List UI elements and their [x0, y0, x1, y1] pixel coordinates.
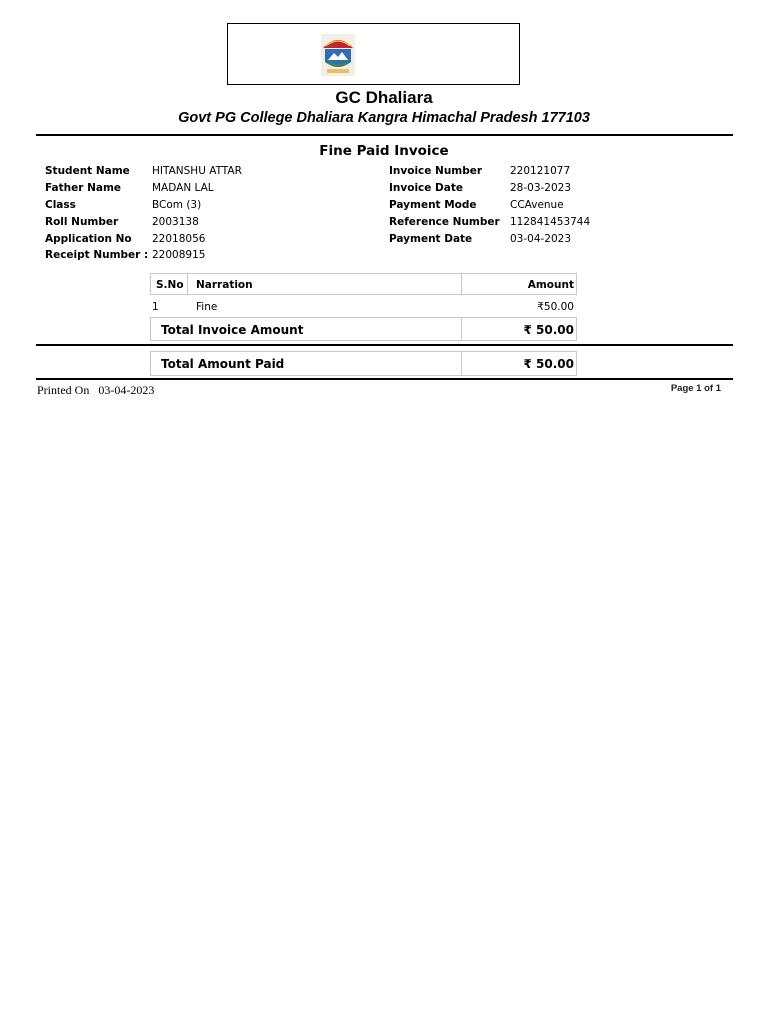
total-paid-value: ₹ 50.00 — [523, 357, 574, 371]
total-paid-row — [150, 351, 577, 376]
header-amount: Amount — [527, 279, 574, 291]
roll-number-value: 2003138 — [152, 216, 199, 228]
college-logo-icon — [321, 34, 355, 76]
invoice-date-label: Invoice Date — [389, 182, 463, 194]
father-name-value: MADAN LAL — [152, 182, 214, 194]
divider-middle — [36, 344, 733, 346]
payment-mode-value: CCAvenue — [510, 199, 564, 211]
column-divider — [461, 352, 462, 375]
father-name-label: Father Name — [45, 182, 122, 194]
row-amount: ₹50.00 — [537, 301, 574, 313]
payment-mode-label: Payment Mode — [389, 199, 477, 211]
college-address: Govt PG College Dhaliara Kangra Himachal Pradesh 177103 — [178, 110, 590, 126]
reference-number-label: Reference Number — [389, 216, 500, 228]
row-sno: 1 — [152, 301, 159, 313]
receipt-number-value: 22008915 — [152, 249, 206, 261]
total-invoice-label: Total Invoice Amount — [161, 323, 304, 337]
total-paid-label: Total Amount Paid — [161, 357, 285, 371]
invoice-title: Fine Paid Invoice — [319, 143, 449, 159]
student-name-label: Student Name — [45, 165, 130, 177]
student-name-value: HITANSHU ATTAR — [152, 165, 242, 177]
column-divider — [187, 274, 188, 294]
header-narration: Narration — [196, 279, 253, 291]
printed-on — [37, 383, 154, 398]
divider-bottom — [36, 378, 733, 380]
printed-on-date: 03-04-2023 — [98, 383, 155, 397]
class-value: BCom (3) — [152, 199, 202, 211]
roll-number-label: Roll Number — [45, 216, 119, 228]
college-name: GC Dhaliara — [335, 88, 433, 107]
logo-box — [227, 23, 520, 85]
application-no-label: Application No — [45, 233, 132, 245]
table-header-row — [150, 273, 577, 295]
reference-number-value: 112841453744 — [510, 216, 591, 228]
application-no-value: 22018056 — [152, 233, 206, 245]
invoice-date-value: 28-03-2023 — [510, 182, 572, 194]
row-narration: Fine — [196, 301, 218, 313]
divider-top — [36, 134, 733, 136]
page-number: Page 1 of 1 — [670, 383, 721, 394]
header-sno: S.No — [156, 279, 184, 291]
printed-on-label: Printed On — [37, 383, 90, 397]
column-divider — [461, 274, 462, 294]
receipt-number-label: Receipt Number : — [45, 249, 149, 261]
payment-date-value: 03-04-2023 — [510, 233, 572, 245]
total-invoice-value: ₹ 50.00 — [523, 323, 574, 337]
class-label: Class — [45, 199, 76, 211]
total-invoice-row — [150, 317, 577, 341]
invoice-number-label: Invoice Number — [389, 165, 483, 177]
invoice-number-value: 220121077 — [510, 165, 571, 177]
column-divider — [461, 318, 462, 340]
payment-date-label: Payment Date — [389, 233, 473, 245]
